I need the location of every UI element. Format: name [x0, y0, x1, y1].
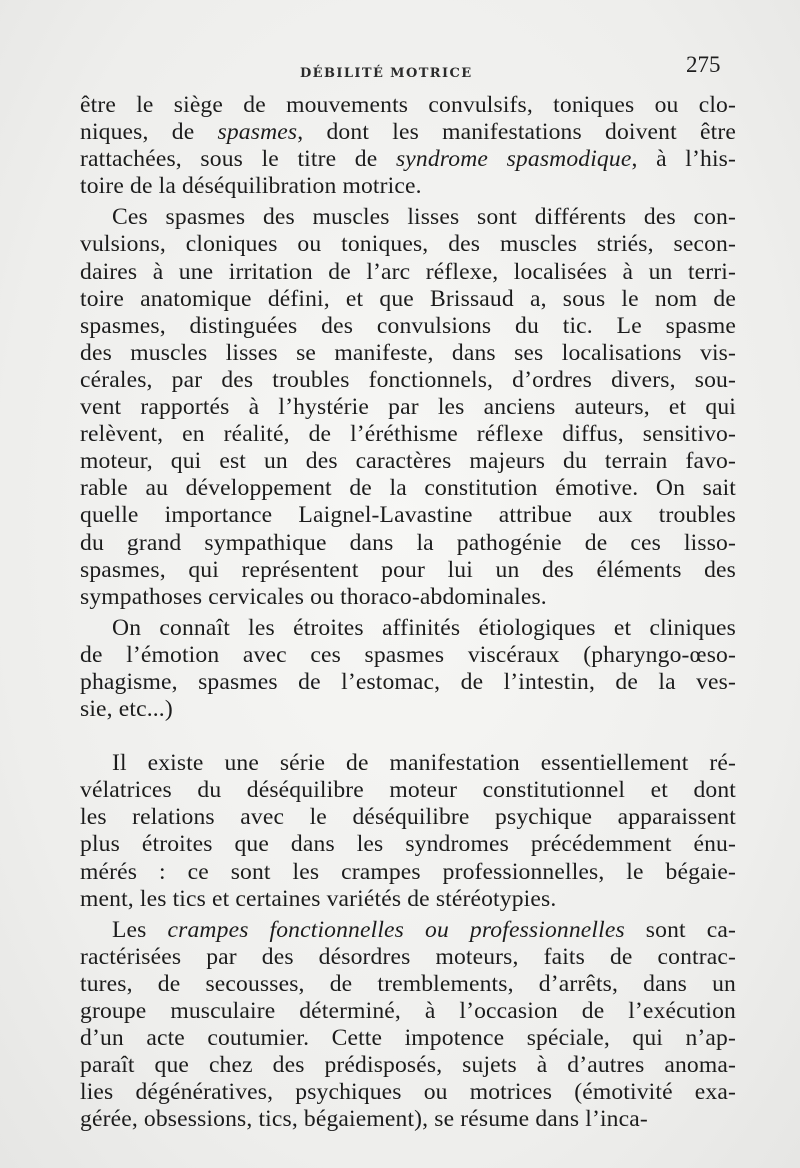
text-line [80, 1025, 736, 1052]
text-run: moteur, qui est un des caractères majeurs du terrain favo- [80, 448, 736, 475]
text-line [80, 669, 736, 696]
text-line [80, 750, 736, 777]
text-line [80, 831, 736, 858]
text-line [80, 859, 736, 886]
text-line [80, 231, 736, 258]
text-line [80, 259, 736, 286]
text-line [80, 367, 736, 394]
body-text [80, 92, 736, 1133]
italic-run: crampes fonctionnelles ou professionnelles [167, 916, 625, 943]
text-line [80, 475, 736, 502]
text-run: sie, etc...) [80, 696, 173, 723]
text-run: groupe musculaire déterminé, à l’occasion de l’exécution [80, 998, 736, 1024]
text-line [80, 530, 736, 557]
text-run: vélatrices du déséquilibre moteur constitutionnel et dont [80, 777, 736, 804]
italic-run: spasmes [217, 119, 298, 146]
text-run: gérée, obsessions, tics, bégaiement), se résume dans l’inca- [80, 1106, 648, 1133]
text-run: d’un acte coutumier. Cette impotence spéciale, qui n’ap- [80, 1025, 736, 1052]
running-head: DÉBILITÉ MOTRICE [300, 66, 473, 81]
text-run: de l’émotion avec ces spasmes viscéraux (pharyngo-œso- [80, 641, 736, 668]
text-run: ment, les tics et certaines variétés de stéréotypies. [80, 885, 557, 912]
text-run: daires à une irritation de l’arc réflexe, localisées à un terri- [80, 258, 736, 285]
text-run: cérales, par des troubles fonctionnels, d’ordres divers, sou- [80, 366, 736, 393]
text-run: niques, de [80, 119, 218, 146]
text-run: les relations avec le déséquilibre psychique apparaissent [80, 804, 736, 831]
italic-run: syndrome spasmodique [395, 146, 632, 173]
text-run: Il existe une série de manifestation essentiellement ré- [112, 750, 736, 777]
text-run: phagisme, spasmes de l’estomac, de l’intestin, de la ves- [80, 668, 736, 695]
text-line [80, 173, 736, 200]
text-run: , à l’his- [631, 146, 736, 173]
text-line [80, 502, 736, 529]
text-run: sympathoses cervicales ou thoraco-abdominales. [80, 583, 547, 610]
text-line [80, 1106, 736, 1133]
text-run: spasmes, qui représentent pour lui un des éléments des [80, 556, 736, 583]
text-run: Les [112, 916, 168, 943]
text-line [80, 1052, 736, 1079]
text-run: du grand sympathique dans la pathogénie de ces lisso- [80, 529, 736, 556]
text-line [80, 971, 736, 998]
text-line [80, 340, 736, 367]
text-line [80, 804, 736, 831]
paragraph-3 [80, 615, 736, 723]
page-number: 275 [686, 52, 721, 77]
text-run: rable au développement de la constitution émotive. On sait [80, 475, 736, 502]
text-line [80, 146, 736, 173]
text-line [80, 615, 736, 642]
text-run: Ces spasmes des muscles lisses sont différents des con- [112, 204, 736, 231]
text-line [80, 448, 736, 475]
text-run: des muscles lisses se manifeste, dans ses localisations vis- [80, 339, 736, 366]
paragraph-4 [80, 750, 736, 913]
text-run: paraît que chez des prédisposés, sujets à d’autres anoma- [80, 1052, 736, 1079]
text-line [80, 886, 736, 913]
text-line [80, 557, 736, 584]
text-line [80, 917, 736, 944]
text-line [80, 119, 736, 146]
text-line [80, 421, 736, 448]
text-line [80, 584, 736, 611]
text-run: être le siège de mouvements convulsifs, toniques ou clo- [80, 92, 736, 118]
text-run: relèvent, en réalité, de l’éréthisme réflexe diffus, sensitivo- [80, 421, 736, 448]
text-run: vent rapportés à l’hystérie par les anciens auteurs, et qui [80, 394, 736, 421]
text-run: sont ca- [624, 916, 736, 943]
text-line [80, 394, 736, 421]
text-run: ractérisées par des désordres moteurs, faits de contrac- [80, 943, 736, 970]
text-line [80, 204, 736, 231]
page-header [0, 52, 800, 82]
paragraph-1 [80, 92, 736, 200]
text-run: vulsions, cloniques ou toniques, des muscles striés, secon- [80, 231, 736, 258]
paragraph-5 [80, 917, 736, 1134]
text-run: mérés : ce sont les crampes professionnelles, le bégaie- [80, 858, 736, 885]
text-run: tures, de secousses, de tremblements, d’arrêts, dans un [80, 970, 736, 997]
text-run: toire de la déséquilibration motrice. [80, 173, 422, 200]
text-run: spasmes, distinguées des convulsions du tic. Le spasme [80, 312, 736, 339]
text-run: lies dégénératives, psychiques ou motrices (émotivité exa- [80, 1079, 736, 1106]
text-line [80, 777, 736, 804]
text-run: On connaît les étroites affinités étiologiques et cliniques [112, 614, 736, 641]
text-run: toire anatomique défini, et que Brissaud a, sous le nom de [80, 285, 736, 312]
text-line [80, 313, 736, 340]
text-run: quelle importance Laignel-Lavastine attribue aux troubles [80, 502, 736, 529]
text-line [80, 696, 736, 723]
text-run: plus étroites que dans les syndromes précédemment énu- [80, 831, 736, 858]
text-line [80, 92, 736, 119]
text-line [80, 944, 736, 971]
text-line [80, 286, 736, 313]
text-run: rattachées, sous le titre de [80, 146, 396, 173]
text-line [80, 1079, 736, 1106]
text-line [80, 642, 736, 669]
text-run: , dont les manifestations doivent être [297, 119, 736, 146]
text-line [80, 998, 736, 1025]
paragraph-2 [80, 204, 736, 610]
